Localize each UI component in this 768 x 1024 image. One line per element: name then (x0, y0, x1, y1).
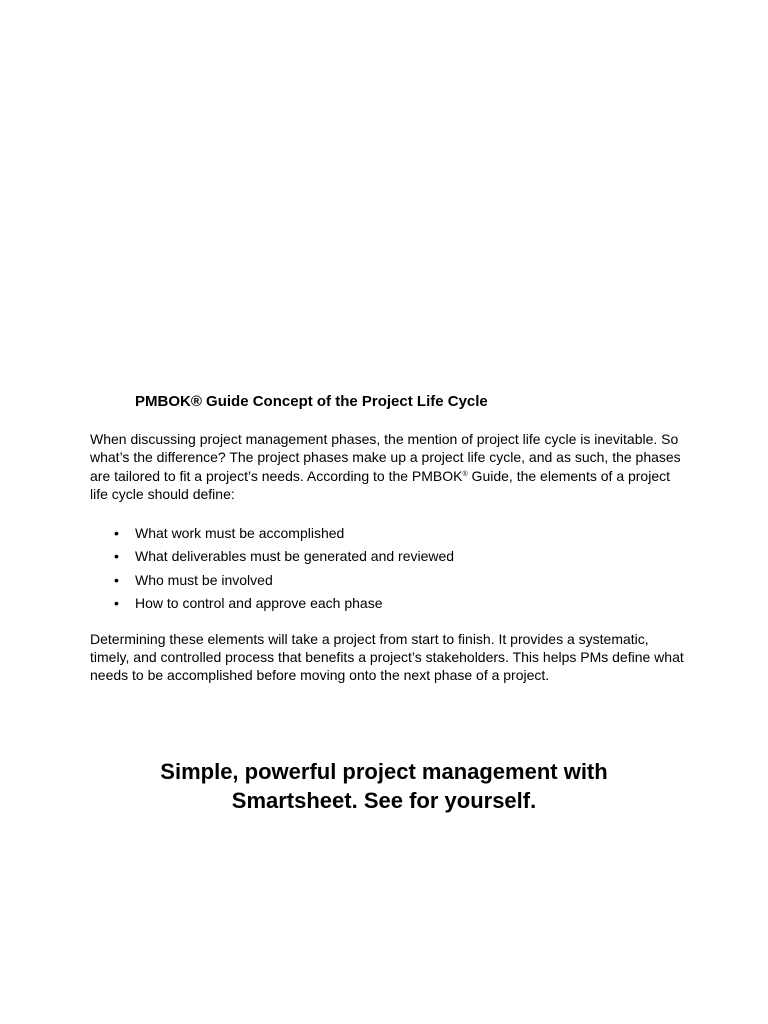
intro-text-start: When discussing project management phases, the mention of project life cycle is inevitable. So what’s the difference? The project phases make up a project life cycle, and as such, the phases are tailored to fit a project’s needs. According to the PMBOK (90, 431, 681, 484)
list-item-text: What deliverables must be generated and reviewed (135, 548, 455, 565)
list-item (90, 524, 454, 547)
closing-paragraph: Determining these elements will take a project from start to finish. It provides a systematic, timely, and controlled process that benefits a project’s stakeholders. This helps PMs define what needs to be accomplished before moving onto the next phase of a project. (90, 631, 684, 683)
registered-mark: ® (462, 471, 468, 478)
bullet-icon: • (114, 571, 119, 588)
intro-paragraph (90, 430, 690, 503)
list-item-text: What work must be accomplished (135, 525, 345, 541)
call-to-action-heading: Simple, powerful project management with Smartsheet. See for yourself. (160, 759, 608, 813)
bullet-icon: • (114, 548, 119, 565)
bullet-icon: • (114, 594, 119, 611)
intro-text-end: Guide, the elements of a project life cycle should define: (90, 468, 671, 502)
elements-list (90, 524, 454, 617)
list-item (90, 594, 454, 617)
list-item (90, 547, 454, 570)
list-item-text: How to control and approve each phase (135, 594, 383, 611)
section-heading: PMBOK® Guide Concept of the Project Life Cycle (135, 393, 488, 410)
bullet-icon: • (114, 525, 119, 541)
list-item-text: Who must be involved (135, 571, 273, 588)
list-item (90, 571, 454, 594)
